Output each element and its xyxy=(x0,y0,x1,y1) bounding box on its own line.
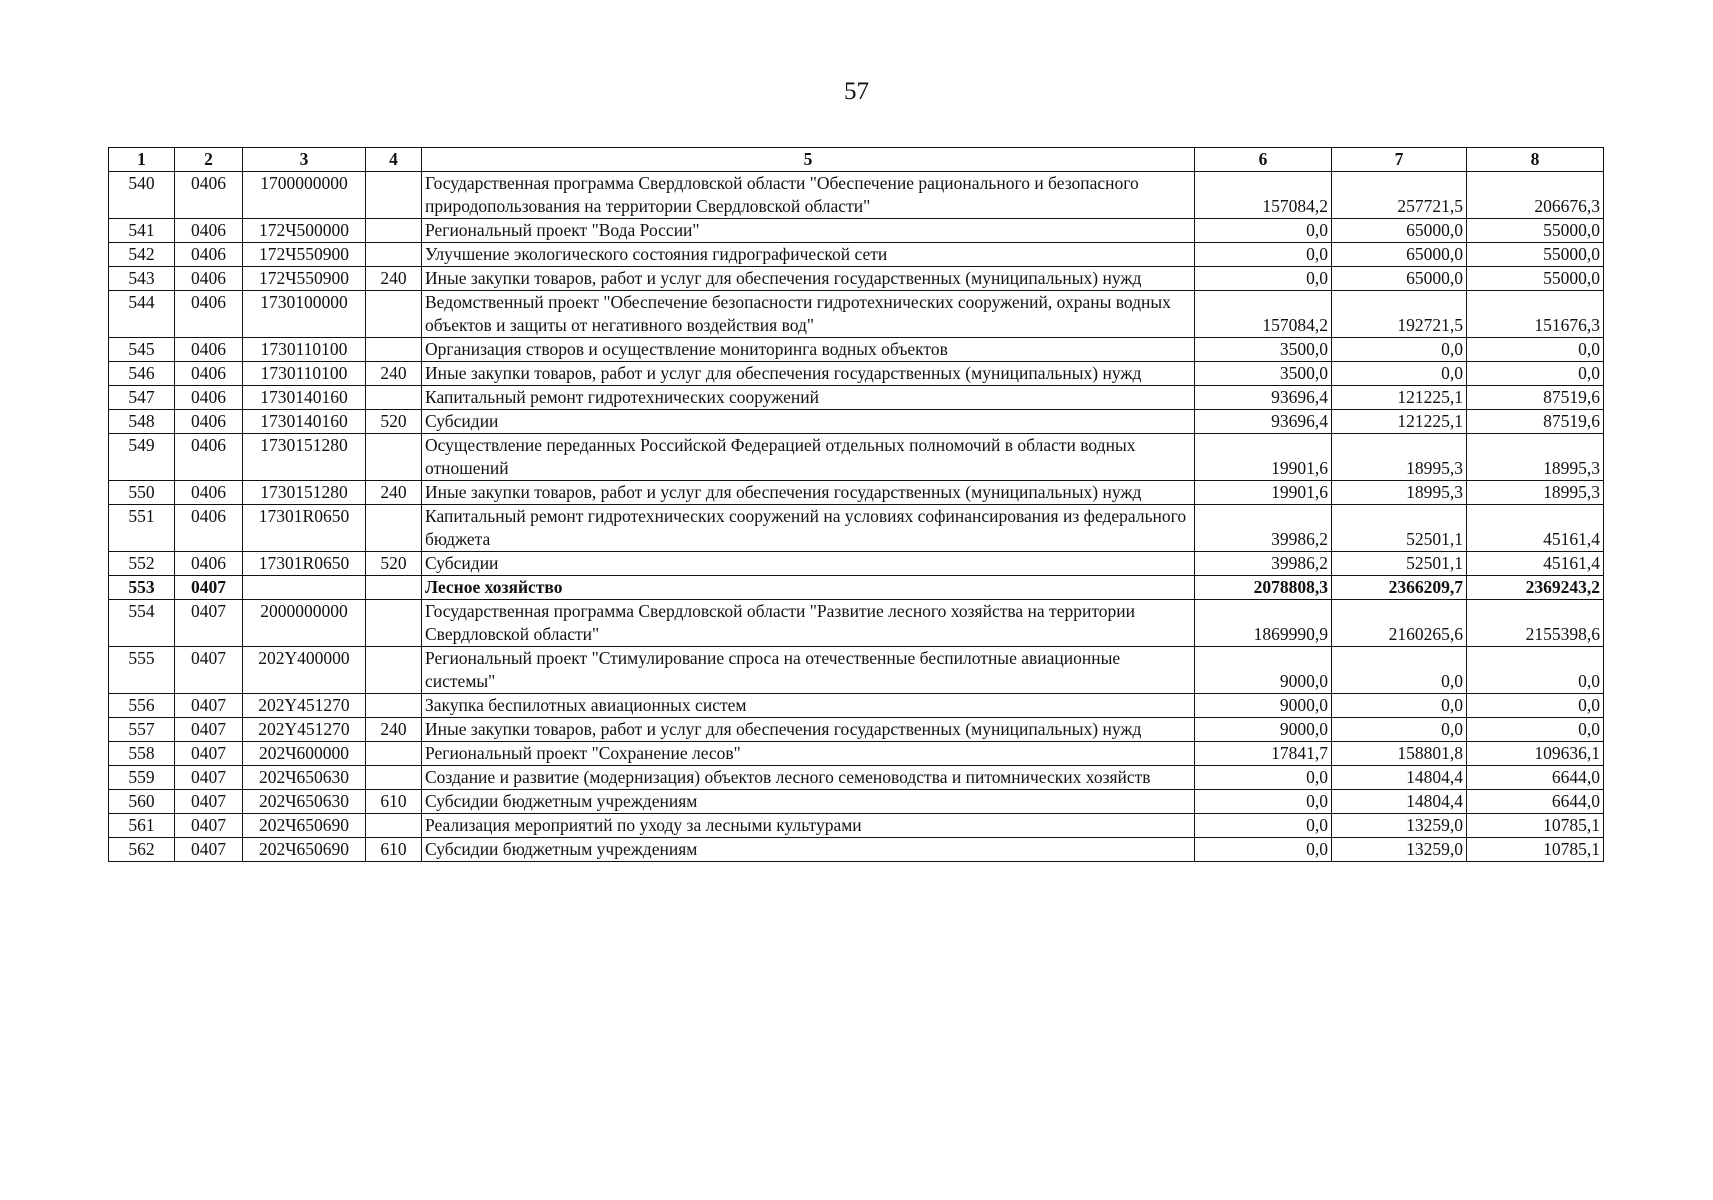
row-number: 552 xyxy=(109,552,175,576)
expense-type-code: 240 xyxy=(366,362,422,386)
amount-col-7: 2366209,7 xyxy=(1332,576,1467,600)
item-name: Иные закупки товаров, работ и услуг для обеспечения государственных (муниципальных) нужд xyxy=(422,267,1195,291)
expense-type-code xyxy=(366,600,422,647)
table-body xyxy=(109,172,1604,862)
item-name: Региональный проект "Сохранение лесов" xyxy=(422,742,1195,766)
target-article-code: 202Ч600000 xyxy=(243,742,366,766)
expense-type-code xyxy=(366,434,422,481)
target-article-code: 202Y451270 xyxy=(243,694,366,718)
budget-table xyxy=(108,147,1604,862)
target-article-code: 1730110100 xyxy=(243,338,366,362)
expense-type-code: 520 xyxy=(366,410,422,434)
expense-type-code: 240 xyxy=(366,718,422,742)
row-number: 557 xyxy=(109,718,175,742)
row-number: 541 xyxy=(109,219,175,243)
target-article-code xyxy=(243,576,366,600)
amount-col-8: 0,0 xyxy=(1467,694,1604,718)
amount-col-6: 39986,2 xyxy=(1195,505,1332,552)
section-code: 0407 xyxy=(175,694,243,718)
section-code: 0407 xyxy=(175,838,243,862)
amount-col-7: 0,0 xyxy=(1332,647,1467,694)
section-code: 0407 xyxy=(175,718,243,742)
section-code: 0407 xyxy=(175,647,243,694)
amount-col-7: 257721,5 xyxy=(1332,172,1467,219)
row-number: 544 xyxy=(109,291,175,338)
row-number: 547 xyxy=(109,386,175,410)
expense-type-code xyxy=(366,814,422,838)
expense-type-code: 520 xyxy=(366,552,422,576)
table-row xyxy=(109,291,1604,338)
amount-col-8: 109636,1 xyxy=(1467,742,1604,766)
item-name: Иные закупки товаров, работ и услуг для обеспечения государственных (муниципальных) нужд xyxy=(422,362,1195,386)
section-code: 0406 xyxy=(175,410,243,434)
section-code: 0406 xyxy=(175,267,243,291)
amount-col-6: 157084,2 xyxy=(1195,172,1332,219)
amount-col-6: 93696,4 xyxy=(1195,410,1332,434)
amount-col-6: 39986,2 xyxy=(1195,552,1332,576)
target-article-code: 202Ч650690 xyxy=(243,838,366,862)
expense-type-code: 610 xyxy=(366,838,422,862)
target-article-code: 202Y400000 xyxy=(243,647,366,694)
page-number: 57 xyxy=(844,78,869,105)
amount-col-6: 0,0 xyxy=(1195,814,1332,838)
row-number: 545 xyxy=(109,338,175,362)
column-header: 2 xyxy=(175,148,243,172)
target-article-code: 1730100000 xyxy=(243,291,366,338)
table-row xyxy=(109,505,1604,552)
row-number: 550 xyxy=(109,481,175,505)
table-row xyxy=(109,481,1604,505)
amount-col-6: 17841,7 xyxy=(1195,742,1332,766)
item-name: Субсидии xyxy=(422,410,1195,434)
amount-col-7: 18995,3 xyxy=(1332,434,1467,481)
amount-col-7: 14804,4 xyxy=(1332,790,1467,814)
target-article-code: 1730140160 xyxy=(243,410,366,434)
amount-col-6: 0,0 xyxy=(1195,219,1332,243)
amount-col-8: 151676,3 xyxy=(1467,291,1604,338)
amount-col-7: 52501,1 xyxy=(1332,505,1467,552)
amount-col-6: 0,0 xyxy=(1195,243,1332,267)
amount-col-8: 2369243,2 xyxy=(1467,576,1604,600)
amount-col-7: 13259,0 xyxy=(1332,838,1467,862)
row-number: 560 xyxy=(109,790,175,814)
section-code: 0407 xyxy=(175,600,243,647)
amount-col-8: 10785,1 xyxy=(1467,814,1604,838)
table-row xyxy=(109,219,1604,243)
target-article-code: 172Ч500000 xyxy=(243,219,366,243)
item-name: Государственная программа Свердловской области "Развитие лесного хозяйства на территории Свердловской области" xyxy=(422,600,1195,647)
expense-type-code xyxy=(366,219,422,243)
amount-col-8: 87519,6 xyxy=(1467,386,1604,410)
table-row xyxy=(109,410,1604,434)
table-row xyxy=(109,790,1604,814)
amount-col-7: 65000,0 xyxy=(1332,243,1467,267)
row-number: 542 xyxy=(109,243,175,267)
row-number: 556 xyxy=(109,694,175,718)
table-row xyxy=(109,267,1604,291)
amount-col-8: 0,0 xyxy=(1467,718,1604,742)
amount-col-7: 13259,0 xyxy=(1332,814,1467,838)
expense-type-code xyxy=(366,291,422,338)
amount-col-6: 0,0 xyxy=(1195,766,1332,790)
target-article-code: 172Ч550900 xyxy=(243,267,366,291)
row-number: 559 xyxy=(109,766,175,790)
amount-col-6: 0,0 xyxy=(1195,267,1332,291)
expense-type-code: 610 xyxy=(366,790,422,814)
row-number: 562 xyxy=(109,838,175,862)
item-name: Региональный проект "Вода России" xyxy=(422,219,1195,243)
item-name: Реализация мероприятий по уходу за лесными культурами xyxy=(422,814,1195,838)
target-article-code: 1700000000 xyxy=(243,172,366,219)
expense-type-code xyxy=(366,694,422,718)
table-row xyxy=(109,694,1604,718)
target-article-code: 17301R0650 xyxy=(243,552,366,576)
target-article-code: 1730140160 xyxy=(243,386,366,410)
table-row xyxy=(109,600,1604,647)
amount-col-7: 0,0 xyxy=(1332,694,1467,718)
target-article-code: 1730151280 xyxy=(243,434,366,481)
item-name: Государственная программа Свердловской области "Обеспечение рационального и безопасного природопользования на территории Свердловской области" xyxy=(422,172,1195,219)
section-code: 0406 xyxy=(175,552,243,576)
table-row xyxy=(109,172,1604,219)
row-number: 558 xyxy=(109,742,175,766)
section-code: 0406 xyxy=(175,291,243,338)
expense-type-code xyxy=(366,742,422,766)
expense-type-code: 240 xyxy=(366,267,422,291)
amount-col-8: 55000,0 xyxy=(1467,219,1604,243)
amount-col-7: 0,0 xyxy=(1332,362,1467,386)
section-code: 0406 xyxy=(175,172,243,219)
table-row xyxy=(109,814,1604,838)
amount-col-8: 45161,4 xyxy=(1467,552,1604,576)
row-number: 540 xyxy=(109,172,175,219)
section-code: 0407 xyxy=(175,576,243,600)
amount-col-6: 9000,0 xyxy=(1195,718,1332,742)
expense-type-code xyxy=(366,386,422,410)
table-row xyxy=(109,362,1604,386)
amount-col-6: 19901,6 xyxy=(1195,434,1332,481)
expense-type-code xyxy=(366,576,422,600)
amount-col-7: 2160265,6 xyxy=(1332,600,1467,647)
section-code: 0406 xyxy=(175,243,243,267)
item-name: Субсидии xyxy=(422,552,1195,576)
item-name: Лесное хозяйство xyxy=(422,576,1195,600)
amount-col-7: 121225,1 xyxy=(1332,386,1467,410)
column-header: 6 xyxy=(1195,148,1332,172)
column-header: 8 xyxy=(1467,148,1604,172)
item-name: Капитальный ремонт гидротехнических сооружений xyxy=(422,386,1195,410)
amount-col-7: 65000,0 xyxy=(1332,267,1467,291)
row-number: 546 xyxy=(109,362,175,386)
row-number: 549 xyxy=(109,434,175,481)
table-row xyxy=(109,766,1604,790)
row-number: 561 xyxy=(109,814,175,838)
item-name: Организация створов и осуществление мониторинга водных объектов xyxy=(422,338,1195,362)
item-name: Ведомственный проект "Обеспечение безопасности гидротехнических сооружений, охраны водных объектов и защиты от негативного воздействия вод" xyxy=(422,291,1195,338)
amount-col-8: 2155398,6 xyxy=(1467,600,1604,647)
amount-col-6: 9000,0 xyxy=(1195,694,1332,718)
amount-col-8: 6644,0 xyxy=(1467,790,1604,814)
expense-type-code xyxy=(366,647,422,694)
section-code: 0406 xyxy=(175,434,243,481)
section-code: 0407 xyxy=(175,814,243,838)
section-code: 0407 xyxy=(175,766,243,790)
expense-type-code: 240 xyxy=(366,481,422,505)
amount-col-8: 0,0 xyxy=(1467,362,1604,386)
target-article-code: 202Ч650630 xyxy=(243,766,366,790)
target-article-code: 202Ч650630 xyxy=(243,790,366,814)
amount-col-6: 0,0 xyxy=(1195,838,1332,862)
section-code: 0406 xyxy=(175,362,243,386)
row-number: 555 xyxy=(109,647,175,694)
section-code: 0406 xyxy=(175,219,243,243)
amount-col-6: 9000,0 xyxy=(1195,647,1332,694)
amount-col-6: 0,0 xyxy=(1195,790,1332,814)
amount-col-7: 121225,1 xyxy=(1332,410,1467,434)
amount-col-8: 6644,0 xyxy=(1467,766,1604,790)
amount-col-8: 55000,0 xyxy=(1467,267,1604,291)
table-row xyxy=(109,647,1604,694)
row-number: 554 xyxy=(109,600,175,647)
expense-type-code xyxy=(366,243,422,267)
target-article-code: 1730110100 xyxy=(243,362,366,386)
column-header: 7 xyxy=(1332,148,1467,172)
item-name: Улучшение экологического состояния гидрографической сети xyxy=(422,243,1195,267)
target-article-code: 202Y451270 xyxy=(243,718,366,742)
table-row xyxy=(109,718,1604,742)
expense-type-code xyxy=(366,338,422,362)
column-header: 4 xyxy=(366,148,422,172)
header-row xyxy=(109,148,1604,172)
amount-col-6: 3500,0 xyxy=(1195,362,1332,386)
item-name: Капитальный ремонт гидротехнических сооружений на условиях софинансирования из федерального бюджета xyxy=(422,505,1195,552)
amount-col-7: 192721,5 xyxy=(1332,291,1467,338)
amount-col-7: 65000,0 xyxy=(1332,219,1467,243)
section-code: 0406 xyxy=(175,481,243,505)
target-article-code: 202Ч650690 xyxy=(243,814,366,838)
amount-col-8: 0,0 xyxy=(1467,647,1604,694)
target-article-code: 17301R0650 xyxy=(243,505,366,552)
row-number: 543 xyxy=(109,267,175,291)
table-row xyxy=(109,742,1604,766)
item-name: Иные закупки товаров, работ и услуг для обеспечения государственных (муниципальных) нужд xyxy=(422,718,1195,742)
amount-col-6: 157084,2 xyxy=(1195,291,1332,338)
amount-col-8: 55000,0 xyxy=(1467,243,1604,267)
table-row xyxy=(109,434,1604,481)
table-row xyxy=(109,838,1604,862)
amount-col-8: 0,0 xyxy=(1467,338,1604,362)
expense-type-code xyxy=(366,505,422,552)
target-article-code: 1730151280 xyxy=(243,481,366,505)
table-row xyxy=(109,552,1604,576)
section-code: 0407 xyxy=(175,790,243,814)
item-name: Иные закупки товаров, работ и услуг для обеспечения государственных (муниципальных) нужд xyxy=(422,481,1195,505)
amount-col-7: 14804,4 xyxy=(1332,766,1467,790)
table-row xyxy=(109,386,1604,410)
amount-col-8: 206676,3 xyxy=(1467,172,1604,219)
item-name: Закупка беспилотных авиационных систем xyxy=(422,694,1195,718)
column-header: 5 xyxy=(422,148,1195,172)
section-code: 0406 xyxy=(175,505,243,552)
expense-type-code xyxy=(366,172,422,219)
section-code: 0407 xyxy=(175,742,243,766)
column-header: 1 xyxy=(109,148,175,172)
amount-col-8: 10785,1 xyxy=(1467,838,1604,862)
target-article-code: 172Ч550900 xyxy=(243,243,366,267)
row-number: 553 xyxy=(109,576,175,600)
section-code: 0406 xyxy=(175,386,243,410)
amount-col-7: 18995,3 xyxy=(1332,481,1467,505)
item-name: Региональный проект "Стимулирование спроса на отечественные беспилотные авиационные системы" xyxy=(422,647,1195,694)
item-name: Субсидии бюджетным учреждениям xyxy=(422,790,1195,814)
amount-col-8: 87519,6 xyxy=(1467,410,1604,434)
amount-col-7: 158801,8 xyxy=(1332,742,1467,766)
row-number: 551 xyxy=(109,505,175,552)
table-row xyxy=(109,576,1604,600)
target-article-code: 2000000000 xyxy=(243,600,366,647)
amount-col-6: 93696,4 xyxy=(1195,386,1332,410)
item-name: Осуществление переданных Российской Федерацией отдельных полномочий в области водных отношений xyxy=(422,434,1195,481)
table-row xyxy=(109,338,1604,362)
amount-col-8: 45161,4 xyxy=(1467,505,1604,552)
row-number: 548 xyxy=(109,410,175,434)
amount-col-8: 18995,3 xyxy=(1467,434,1604,481)
expense-type-code xyxy=(366,766,422,790)
table-row xyxy=(109,243,1604,267)
column-header: 3 xyxy=(243,148,366,172)
amount-col-8: 18995,3 xyxy=(1467,481,1604,505)
amount-col-6: 3500,0 xyxy=(1195,338,1332,362)
amount-col-6: 19901,6 xyxy=(1195,481,1332,505)
item-name: Субсидии бюджетным учреждениям xyxy=(422,838,1195,862)
section-code: 0406 xyxy=(175,338,243,362)
amount-col-6: 1869990,9 xyxy=(1195,600,1332,647)
amount-col-7: 52501,1 xyxy=(1332,552,1467,576)
amount-col-6: 2078808,3 xyxy=(1195,576,1332,600)
amount-col-7: 0,0 xyxy=(1332,338,1467,362)
amount-col-7: 0,0 xyxy=(1332,718,1467,742)
item-name: Создание и развитие (модернизация) объектов лесного семеноводства и питомнических хозяйств xyxy=(422,766,1195,790)
